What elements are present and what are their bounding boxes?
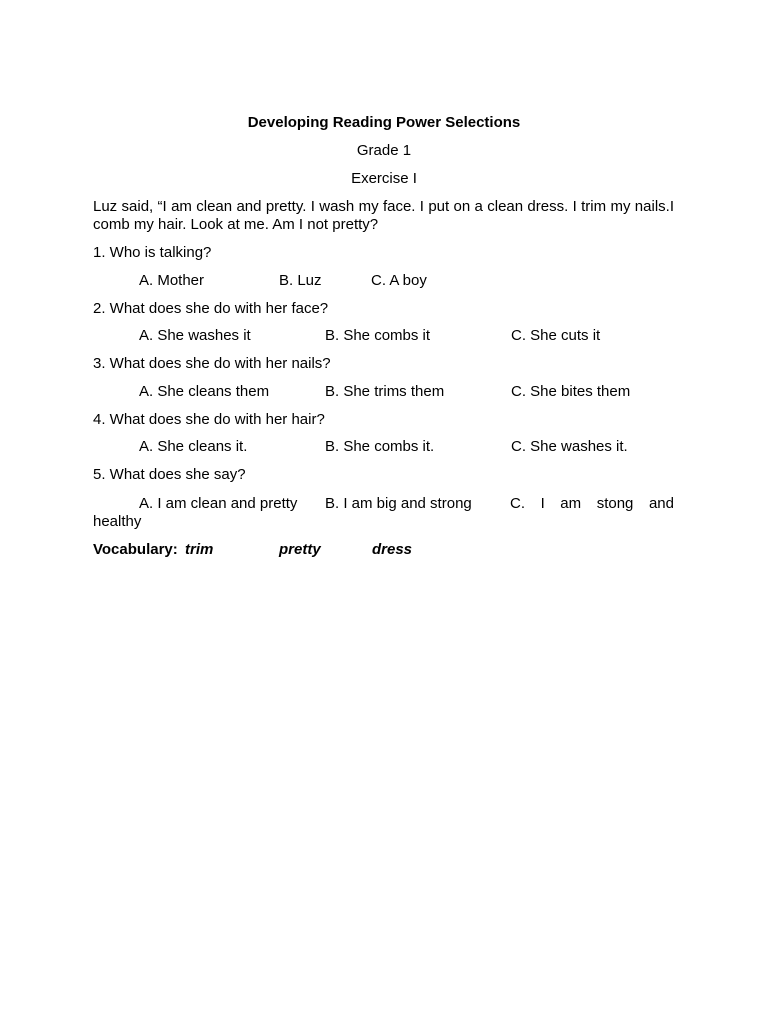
q1-option-c: C. A boy — [371, 272, 427, 289]
question-2: 2. What does she do with her face? — [93, 300, 329, 317]
q5-option-c-word: stong — [596, 495, 634, 512]
q5-option-b: B. I am big and strong — [325, 495, 472, 512]
question-4: 4. What does she do with her hair? — [93, 411, 325, 428]
q5-option-c — [510, 495, 674, 513]
q3-option-a: A. She cleans them — [139, 383, 270, 400]
document-title: Developing Reading Power Selections — [247, 114, 521, 131]
q5-option-c-word: am — [560, 495, 582, 512]
q5-option-c-word: and — [648, 495, 674, 512]
q2-option-c: C. She cuts it — [511, 327, 601, 344]
vocabulary-word: pretty — [279, 541, 321, 558]
vocabulary-label: Vocabulary: — [93, 541, 178, 558]
question-5: 5. What does she say? — [93, 466, 246, 483]
q4-option-b: B. She combs it. — [325, 438, 435, 455]
grade-label: Grade 1 — [356, 142, 412, 159]
q3-option-c: C. She bites them — [511, 383, 631, 400]
question-4-options — [0, 438, 768, 456]
q2-option-b: B. She combs it — [325, 327, 431, 344]
reading-passage: Luz said, “I am clean and pretty. I wash my face. I put on a clean dress. I trim my nails.I comb my hair. Look at me. Am I not pretty? — [93, 198, 674, 233]
vocabulary-word: dress — [372, 541, 413, 558]
question-1-options — [0, 272, 768, 290]
vocabulary-line — [93, 541, 693, 559]
q4-option-c: C. She washes it. — [511, 438, 628, 455]
vocabulary-word: trim — [185, 541, 214, 558]
question-2-options — [0, 327, 768, 345]
question-3-options — [0, 383, 768, 401]
question-3: 3. What does she do with her nails? — [93, 355, 331, 372]
q5-option-c-word: I — [540, 495, 545, 512]
q3-option-b: B. She trims them — [325, 383, 445, 400]
exercise-label: Exercise I — [351, 170, 417, 187]
question-1: 1. Who is talking? — [93, 244, 212, 261]
q1-option-a: A. Mother — [139, 272, 205, 289]
q5-option-c-word: C. — [510, 495, 525, 512]
q5-option-a: A. I am clean and pretty — [139, 495, 298, 512]
q1-option-b: B. Luz — [279, 272, 322, 289]
q5-option-c-wrap: healthy — [93, 513, 142, 530]
q2-option-a: A. She washes it — [139, 327, 251, 344]
question-5-options — [93, 495, 674, 535]
q4-option-a: A. She cleans it. — [139, 438, 248, 455]
